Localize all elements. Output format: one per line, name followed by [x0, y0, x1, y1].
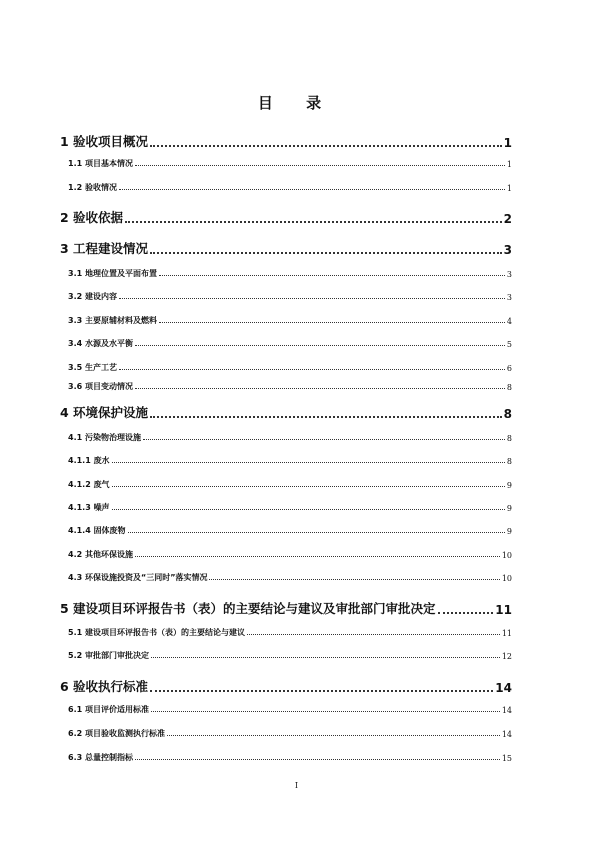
toc-entry[interactable]	[60, 239, 512, 257]
toc-entry-page: 10	[501, 551, 512, 560]
toc-entry[interactable]	[68, 291, 512, 302]
toc-entry-title: 1 验收项目概况	[60, 134, 149, 149]
toc-leader-dots	[150, 252, 502, 254]
toc-entry-page: 9	[506, 527, 512, 536]
toc-entry-page: 8	[506, 457, 512, 466]
toc-entry-title: 6.2 项目验收监测执行标准	[68, 729, 165, 738]
toc-entry-page: 2	[503, 212, 512, 226]
toc-leader-dots	[167, 735, 500, 736]
toc-leader-dots	[438, 612, 494, 614]
toc-entry[interactable]	[60, 403, 512, 421]
toc-entry-title: 3.1 地理位置及平面布置	[68, 269, 157, 278]
toc-entry-title: 1.2 验收情况	[68, 183, 117, 192]
toc-entry[interactable]	[60, 677, 512, 695]
toc-entry[interactable]	[68, 572, 512, 583]
toc-entry-page: 3	[506, 293, 512, 302]
toc-entry[interactable]	[68, 362, 512, 373]
toc-entry-title: 4.1.3 噪声	[68, 503, 110, 512]
toc-leader-dots	[119, 369, 505, 370]
toc-entry-title: 3 工程建设情况	[60, 241, 149, 256]
toc-entry-page: 4	[506, 317, 512, 326]
toc-leader-dots	[128, 532, 505, 533]
toc-entry-page: 1	[506, 184, 512, 193]
toc-entry-page: 8	[503, 407, 512, 421]
toc-entry-title: 4.1.2 废气	[68, 480, 110, 489]
toc-entry-title: 4 环境保护设施	[60, 405, 149, 420]
toc-entry[interactable]	[68, 268, 512, 279]
toc-entry-title: 6 验收执行标准	[60, 679, 149, 694]
toc-leader-dots	[135, 556, 500, 557]
toc-entry-title: 3.3 主要原辅材料及燃料	[68, 316, 157, 325]
toc-entry-page: 14	[495, 681, 512, 695]
toc-entry-page: 12	[501, 652, 512, 661]
toc-leader-dots	[159, 322, 505, 323]
toc-entry-title: 4.3 环保设施投资及“三同时”落实情况	[68, 573, 208, 582]
toc-entry-title: 1.1 项目基本情况	[68, 159, 133, 168]
toc-leader-dots	[150, 145, 502, 147]
toc-entry-title: 5 建设项目环评报告书（表）的主要结论与建议及审批部门审批决定	[60, 601, 436, 616]
toc-entry-title: 4.1.1 废水	[68, 456, 110, 465]
toc-entry[interactable]	[68, 549, 512, 560]
toc-entry-page: 8	[506, 434, 512, 443]
toc-entry-title: 2 验收依据	[60, 210, 124, 225]
toc-entry[interactable]	[68, 338, 512, 349]
toc-leader-dots	[247, 634, 500, 635]
toc-entry-page: 8	[506, 383, 512, 392]
toc-leader-dots	[151, 657, 500, 658]
toc-entry-title: 4.1.4 固体废物	[68, 526, 126, 535]
toc-entry[interactable]	[68, 479, 512, 490]
toc-entry[interactable]	[68, 752, 512, 763]
toc-leader-dots	[151, 711, 500, 712]
toc-entry-title: 3.6 项目变动情况	[68, 382, 133, 391]
toc-leader-dots	[135, 759, 500, 760]
toc-entry-page: 3	[506, 270, 512, 279]
toc-entry-page: 6	[506, 364, 512, 373]
toc-entry-page: 9	[506, 504, 512, 513]
toc-leader-dots	[150, 690, 493, 692]
toc-entry-page: 9	[506, 481, 512, 490]
toc-entry-page: 11	[495, 603, 512, 617]
toc-entry[interactable]	[68, 432, 512, 443]
toc-leader-dots	[159, 275, 505, 276]
toc-entry-page: 14	[501, 730, 512, 739]
toc-leader-dots	[119, 189, 505, 190]
toc-leader-dots	[112, 509, 505, 510]
toc-entry-page: 10	[501, 574, 512, 583]
toc-entry[interactable]	[68, 650, 512, 661]
toc-entry-title: 4.1 污染物治理设施	[68, 433, 141, 442]
toc-entry[interactable]	[68, 704, 512, 715]
toc-entry-title: 3.4 水源及水平衡	[68, 339, 133, 348]
toc-entry[interactable]	[68, 182, 512, 193]
toc-leader-dots	[125, 221, 502, 223]
toc-entry-title: 5.1 建设项目环评报告书（表）的主要结论与建议	[68, 628, 245, 637]
toc-entry-page: 14	[501, 706, 512, 715]
toc-leader-dots	[112, 486, 505, 487]
toc-entry[interactable]	[68, 315, 512, 326]
toc-leader-dots	[135, 345, 505, 346]
toc-entry[interactable]	[68, 455, 512, 466]
toc-entry-title: 6.1 项目评价适用标准	[68, 705, 149, 714]
toc-entry[interactable]	[60, 599, 512, 617]
toc-leader-dots	[209, 579, 499, 580]
toc-entry-title: 6.3 总量控制指标	[68, 753, 133, 762]
toc-leader-dots	[150, 416, 502, 418]
toc-leader-dots	[143, 439, 505, 440]
toc-heading: 目 录	[257, 94, 336, 112]
page-number: I	[294, 781, 299, 790]
toc-entry-page: 1	[506, 160, 512, 169]
toc-leader-dots	[119, 298, 505, 299]
toc-entry[interactable]	[68, 728, 512, 739]
toc-entry-page: 3	[503, 243, 512, 257]
toc-leader-dots	[135, 388, 505, 389]
toc-entry-title: 3.5 生产工艺	[68, 363, 117, 372]
toc-entry-page: 1	[503, 136, 512, 150]
toc-entry-title: 4.2 其他环保设施	[68, 550, 133, 559]
toc-entry-page: 5	[506, 340, 512, 349]
toc-entry-title: 3.2 建设内容	[68, 292, 117, 301]
toc-entry-page: 11	[501, 629, 512, 638]
toc-leader-dots	[135, 165, 505, 166]
toc-entry[interactable]	[68, 502, 512, 513]
toc-entry[interactable]	[68, 627, 512, 638]
toc-entry-page: 15	[501, 754, 512, 763]
toc-entry[interactable]	[68, 381, 512, 392]
toc-entry[interactable]	[60, 208, 512, 226]
toc-entry[interactable]	[68, 158, 512, 169]
toc-entry[interactable]	[60, 132, 512, 150]
toc-leader-dots	[112, 462, 505, 463]
toc-entry-title: 5.2 审批部门审批决定	[68, 651, 149, 660]
toc-entry[interactable]	[68, 525, 512, 536]
